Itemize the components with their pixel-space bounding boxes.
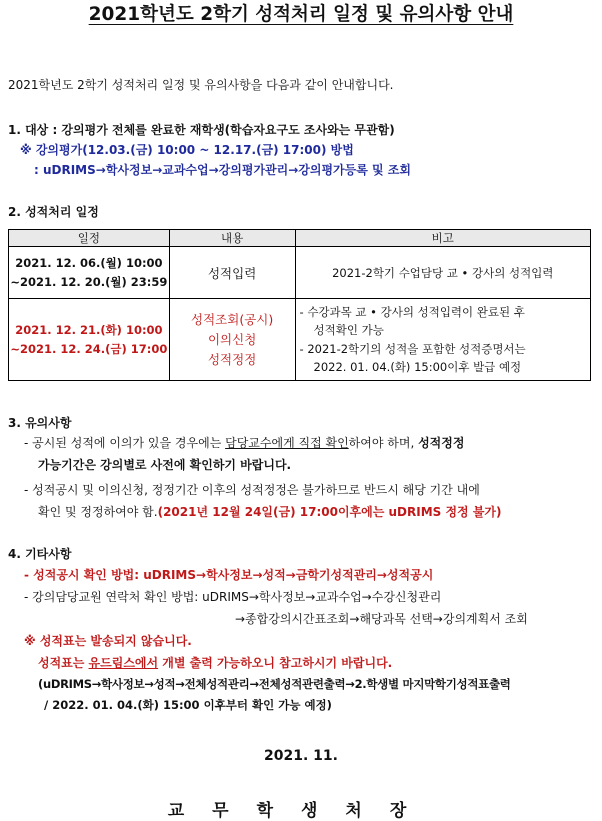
section4-item1: - 성적공시 확인 방법: uDRIMS→학사정보→성적→금학기성적관리→성적공시	[24, 568, 434, 582]
header-schedule: 일정	[9, 230, 170, 247]
table-row	[9, 247, 591, 299]
footer-signer: 교무학생처장	[167, 801, 435, 821]
section4-heading: 4. 기타사항	[8, 547, 72, 561]
header-note: 비고	[295, 230, 590, 247]
section4-item2-line1: - 강의담당교원 연락처 확인 방법: uDRIMS→학사정보→교과수업→수강신청관리	[24, 590, 442, 604]
section1-heading: 1. 대상 : 강의평가 전체를 완료한 재학생(학습자요구도 조사와는 무관함)	[8, 123, 395, 137]
section3-heading: 3. 유의사항	[8, 416, 72, 430]
row1-date: 2021. 12. 06.(월) 10:00 ~2021. 12. 20.(월) 23:59	[9, 247, 170, 299]
row1-content: 성적입력	[169, 247, 295, 299]
section4-notice-line4: / 2022. 01. 04.(화) 15:00 이후부터 확인 가능 예정)	[44, 698, 332, 712]
table-header-row	[9, 230, 591, 247]
section4-item2-line2: →종합강의시간표조회→해당과목 선택→강의계획서 조회	[235, 612, 528, 626]
section1-note-line2: : uDRIMS→학사정보→교과수업→강의평가관리→강의평가등록 및 조회	[34, 163, 411, 177]
row2-date: 2021. 12. 21.(화) 10:00 ~2021. 12. 24.(금) 17:00	[9, 299, 170, 381]
section3-paragraph1-line2: 가능기간은 강의별로 사전에 확인하기 바랍니다.	[38, 458, 292, 472]
page-title: 2021학년도 2학기 성적처리 일정 및 유의사항 안내	[88, 4, 514, 25]
table-row	[9, 299, 591, 381]
row1-note: 2021-2학기 수업담당 교 • 강사의 성적입력	[295, 247, 590, 299]
schedule-table	[8, 229, 591, 381]
section4-notice-line3: (uDRIMS→학사정보→성적→전체성적관리→전체성적관련출력→2.학생별 마지막학기성적표출력	[38, 677, 511, 691]
row2-content: 성적조회(공시) 이의신청 성적정정	[169, 299, 295, 381]
section3-paragraph2-line1: - 성적공시 및 이의신청, 정정기간 이후의 성적정정은 불가하므로 반드시 해당 기간 내에	[24, 483, 480, 497]
row2-note: - 수강과목 교 • 강사의 성적입력이 완료된 후 성적확인 가능 - 2021-2학기의 성적을 포함한 성적증명서는 2022. 01. 04.(화) 15:00이후 발급 예정	[295, 299, 590, 381]
section4-notice-line2: 성적표는 유드림스에서 개별 출력 가능하오니 참고하시기 바랍니다.	[38, 656, 393, 670]
section3-paragraph1: - 공시된 성적에 이의가 있을 경우에는 담당교수에게 직접 확인하여야 하며, 성적정정	[24, 436, 465, 450]
intro-text: 2021학년도 2학기 성적처리 일정 및 유의사항을 다음과 같이 안내합니다.	[8, 78, 394, 92]
header-content: 내용	[169, 230, 295, 247]
section1-note-line1: ※ 강의평가(12.03.(금) 10:00 ~ 12.17.(금) 17:00) 방법	[20, 143, 354, 157]
section3-paragraph2-line2: 확인 및 정정하여야 함.(2021년 12월 24일(금) 17:00이후에는 uDRIMS 정정 불가)	[38, 505, 502, 519]
section4-notice-line1: ※ 성적표는 발송되지 않습니다.	[24, 634, 192, 648]
footer-date: 2021. 11.	[264, 748, 338, 764]
section2-heading: 2. 성적처리 일정	[8, 205, 99, 219]
